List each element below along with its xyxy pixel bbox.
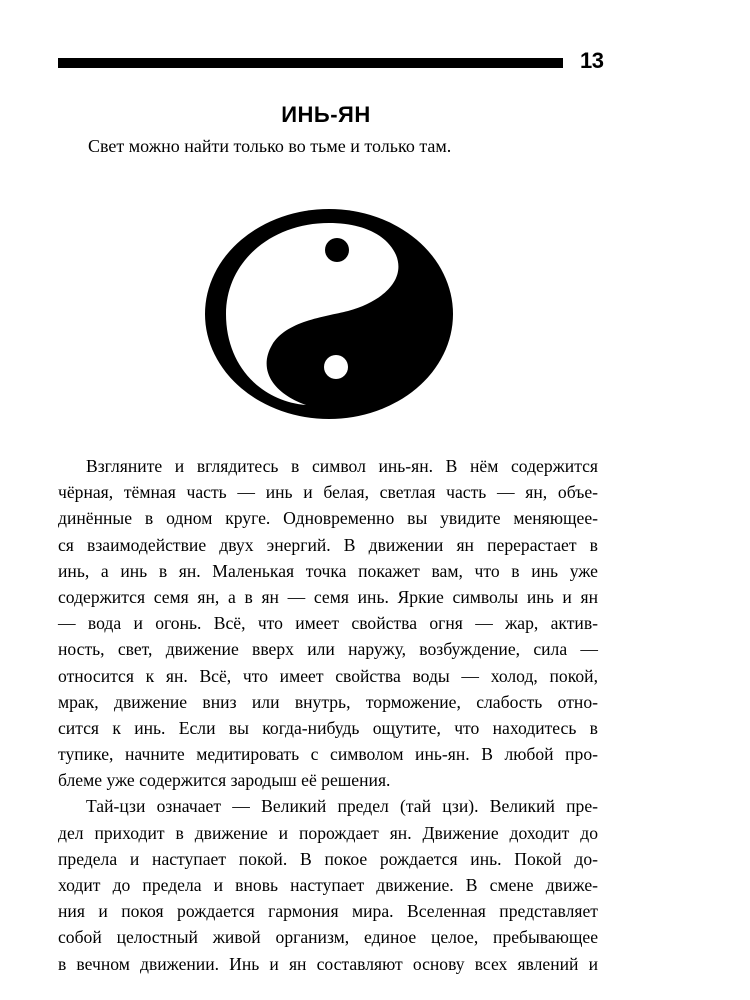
text-line: в вечном движении. Инь и ян составляют основу всех явлений и (58, 953, 598, 974)
paragraph-1 (58, 453, 598, 793)
text-line: динённые в одном круге. Одновременно вы увидите меняющее- (58, 508, 598, 529)
chapter-title: ИНЬ-ЯН (281, 102, 371, 127)
text-line: — вода и огонь. Всё, что имеет свойства огня — жар, актив- (58, 613, 598, 634)
epigraph: Свет можно найти только во тьме и только там. (88, 136, 452, 156)
text-line: Взгляните и вглядитесь в символ инь-ян. В нём содержится (86, 456, 598, 476)
text-line: ходит до предела и вновь наступает движение. В смене движе- (58, 875, 598, 895)
text-line: мрак, движение вниз или внутрь, торможение, слабость отно- (58, 691, 598, 712)
text-line: тупике, начните медитировать с символом инь-ян. В любой про- (58, 744, 598, 765)
yin-yang-light-dot (324, 355, 348, 379)
text-line: Тай-цзи означает — Великий предел (тай цзи). Великий пре- (86, 796, 598, 817)
yin-yang-icon (200, 205, 458, 423)
text-line: ность, свет, движение вверх или наружу, возбуждение, сила — (58, 639, 598, 660)
text-line: собой целостный живой организм, единое целое, пребывающее (58, 927, 598, 948)
text-line: предела и наступает покой. В покое рождается инь. Покой до- (58, 848, 598, 869)
text-line: дел приходит в движение и порождает ян. Движение доходит до (58, 822, 598, 843)
text-line: относится к ян. Всё, что имеет свойства воды — холод, покой, (58, 665, 598, 686)
text-line: ния и покоя рождается гармония мира. Вселенная представляет (58, 901, 598, 922)
text-line: инь, а инь в ян. Маленькая точка покажет вам, что в инь уже (58, 560, 598, 581)
text-line: блеме уже содержится зародыш её решения. (58, 770, 391, 791)
yin-yang-dark-dot (325, 238, 349, 262)
text-line: чёрная, тёмная часть — инь и белая, светлая часть — ян, объе- (58, 482, 598, 503)
paragraph-2 (58, 793, 598, 976)
page-number: 13 (580, 48, 604, 73)
text-line: содержится семя ян, а в ян — семя инь. Яркие символы инь и ян (58, 586, 598, 607)
text-line: сится к инь. Если вы когда-нибудь ощутите, что находитесь в (58, 717, 598, 738)
text-line: ся взаимодействие двух энергий. В движении ян перерастает в (58, 534, 598, 555)
header-rule (58, 58, 563, 68)
body-text (58, 453, 598, 977)
